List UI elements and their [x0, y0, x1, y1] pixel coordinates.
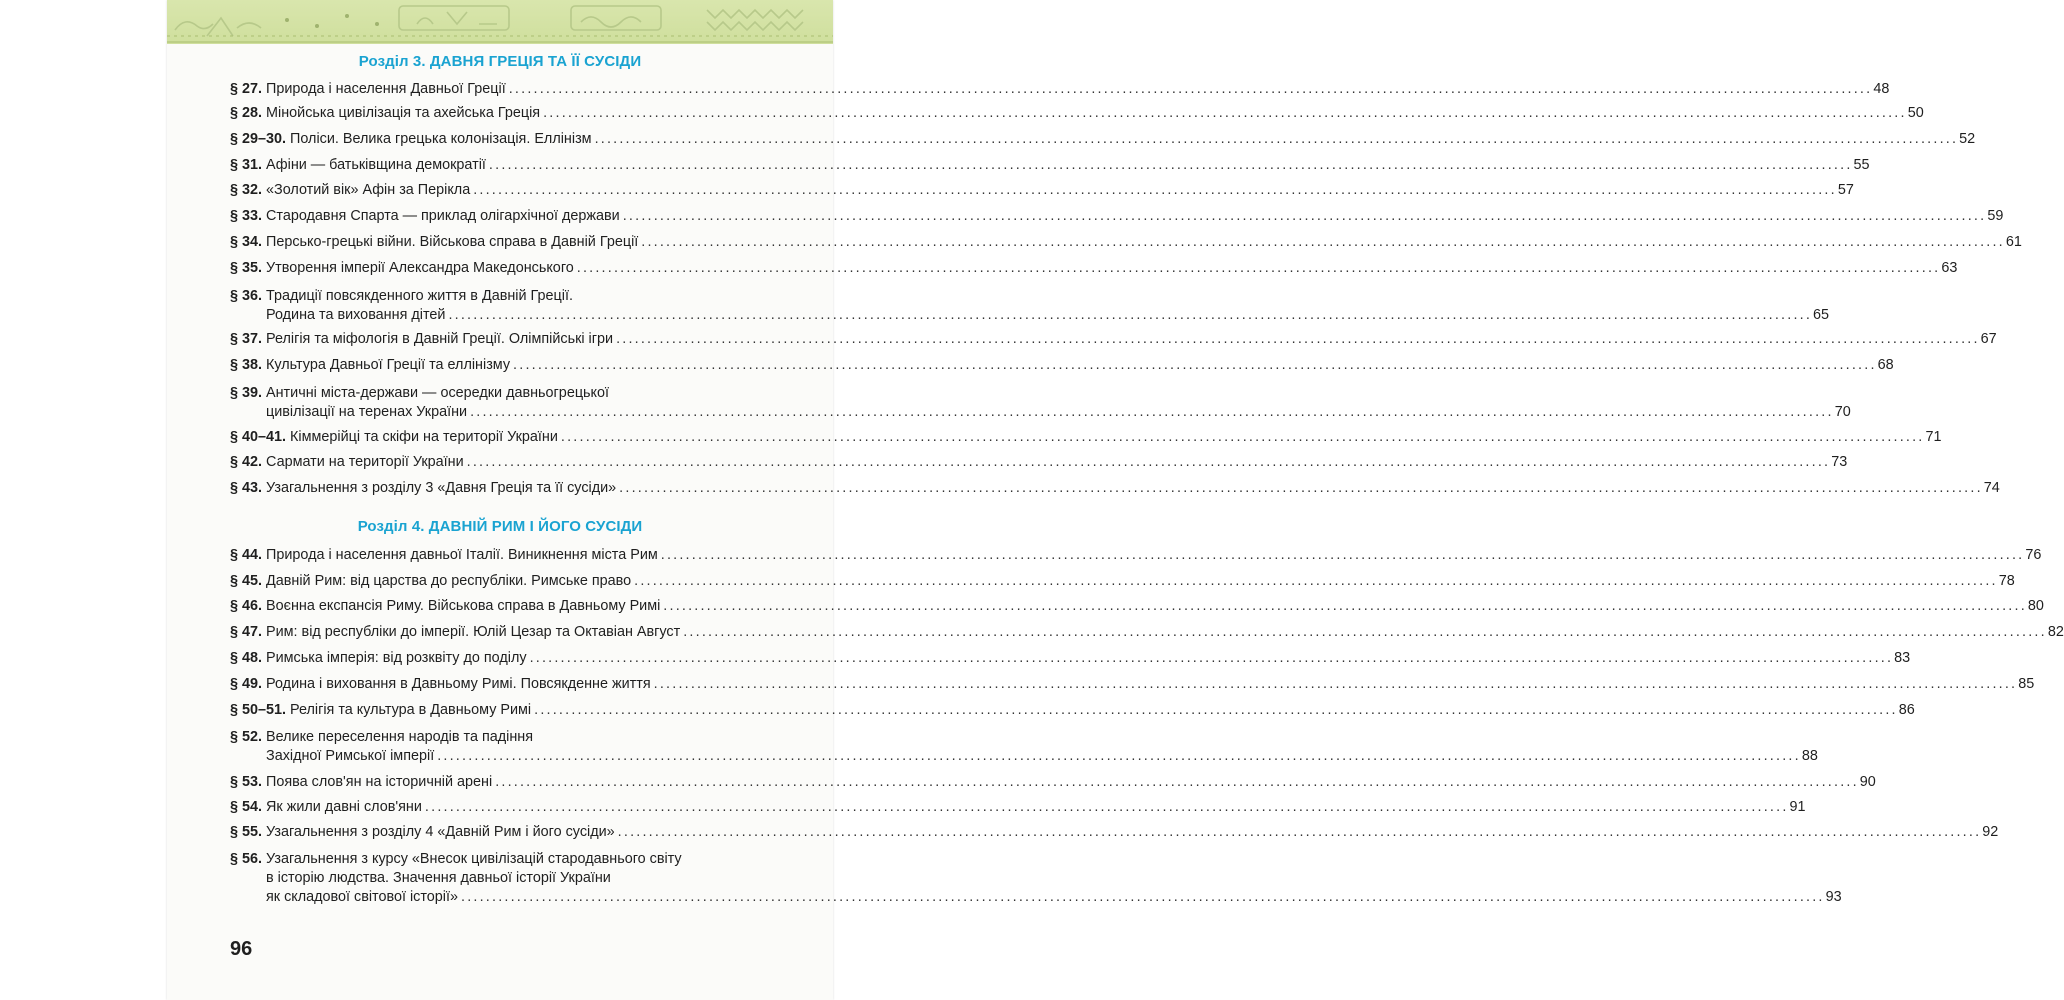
- toc-entry: [230, 104, 1924, 123]
- toc-entry: [230, 181, 1854, 200]
- toc-page-number: 74: [1983, 480, 2000, 496]
- section-4-title: Розділ 4. ДАВНІЙ РИМ І ЙОГО СУСІДИ: [357, 518, 643, 535]
- toc-entry-line: [230, 181, 1854, 200]
- section-number: § 38.: [230, 357, 267, 373]
- toc-page-number: 68: [1877, 357, 1894, 373]
- toc-page-number: 65: [1813, 307, 1830, 323]
- toc-entry-line: [230, 330, 1997, 349]
- toc-page-number: 92: [1982, 824, 1999, 840]
- section-number: § 34.: [230, 234, 267, 250]
- section-number: § 48.: [230, 650, 267, 666]
- leader-dots: ............................................................................................................................................................................................................................: [448, 307, 1813, 323]
- toc-entry-line: [230, 701, 1915, 720]
- toc-entry-line: [230, 773, 1876, 792]
- section-number: § 39.: [230, 385, 267, 401]
- toc-entry-title: Природа і населення Давньої Греції: [266, 81, 506, 97]
- toc-entry-line: [230, 130, 1976, 149]
- toc-page-number: 78: [1998, 573, 2015, 589]
- toc-entry: [230, 259, 1958, 278]
- toc-entry: [230, 233, 2022, 252]
- toc-entry-line: [230, 156, 1870, 175]
- leader-dots: ............................................................................................................................................................................................................................: [634, 573, 1998, 589]
- toc-entry-title: Воєнна експансія Риму. Військова справа в Давньому Римі: [266, 598, 661, 614]
- book-page: [167, 0, 2064, 1000]
- toc-entry: [230, 156, 1870, 175]
- toc-entry-line: [230, 572, 2015, 591]
- toc-entry-title: Сармати на території України: [266, 454, 464, 470]
- leader-dots: ............................................................................................................................................................................................................................: [513, 357, 1877, 373]
- toc-entry-line: [230, 823, 1999, 842]
- toc-entry: [230, 850, 1842, 907]
- toc-entry-title: Рим: від республіки до імперії. Юлій Цезар та Октавіан Август: [266, 624, 681, 640]
- toc-entry-line: [230, 649, 1911, 668]
- toc-entry: [230, 356, 1894, 375]
- toc-page-number: 67: [1980, 331, 1997, 347]
- section-number: § 31.: [230, 157, 267, 173]
- page-number: 96: [230, 938, 253, 960]
- leader-dots: ............................................................................................................................................................................................................................: [560, 429, 1925, 445]
- section-number: § 37.: [230, 331, 267, 347]
- toc-entry-title: Родина та виховання дітей: [266, 307, 446, 323]
- leader-dots: ............................................................................................................................................................................................................................: [466, 454, 1831, 470]
- toc-entry-title: цивілізації на теренах України: [266, 404, 468, 420]
- toc-entry: [230, 384, 1851, 422]
- leader-dots: ............................................................................................................................................................................................................................: [663, 598, 2027, 614]
- toc-entry-title: Афіни — батьківщина демократії: [266, 157, 486, 173]
- toc-entry-title: Велике переселення народів та падіння: [266, 729, 534, 745]
- toc-entry-line: [230, 850, 783, 869]
- leader-dots: ............................................................................................................................................................................................................................: [508, 81, 1873, 97]
- toc-entry-line: [230, 747, 1818, 766]
- leader-dots: ............................................................................................................................................................................................................................: [617, 824, 1982, 840]
- section-number: § 56.: [230, 851, 267, 867]
- toc-page-number: 83: [1894, 650, 1911, 666]
- toc-entry-title: Узагальнення з розділу 4 «Давній Рим і його сусіди»: [266, 824, 615, 840]
- toc-page-number: 91: [1789, 799, 1806, 815]
- section-number: § 32.: [230, 182, 267, 198]
- toc-entry: [230, 728, 1818, 766]
- section-number: § 54.: [230, 799, 267, 815]
- section-number: § 33.: [230, 208, 267, 224]
- toc-entry: [230, 287, 1830, 325]
- leader-dots: ............................................................................................................................................................................................................................: [437, 748, 1801, 764]
- toc-entry-title: в історію людства. Значення давньої історії України: [266, 870, 611, 886]
- toc-entry-title: Культура Давньої Греції та еллінізму: [266, 357, 511, 373]
- section-number: § 36.: [230, 288, 267, 304]
- section-number: § 35.: [230, 260, 267, 276]
- toc-page-number: 71: [1925, 429, 1942, 445]
- toc-entry: [230, 479, 2000, 498]
- toc-entry: [230, 453, 1848, 472]
- section-3-title: Розділ 3. ДАВНЯ ГРЕЦІЯ ТА ЇЇ СУСІДИ: [358, 53, 642, 70]
- leader-dots: ............................................................................................................................................................................................................................: [619, 480, 1983, 496]
- toc-entry-title: «Золотий вік» Афін за Перікла: [266, 182, 471, 198]
- toc-entry: [230, 597, 2044, 616]
- leader-dots: ............................................................................................................................................................................................................................: [461, 889, 1825, 905]
- leader-dots: ............................................................................................................................................................................................................................: [683, 624, 2047, 640]
- toc-entry-line: [230, 80, 1890, 99]
- toc-entry: [230, 572, 2015, 591]
- toc-entry: [230, 701, 1915, 720]
- leader-dots: ............................................................................................................................................................................................................................: [424, 799, 1789, 815]
- toc-entry-title: Мінойська цивілізація та ахейська Греція: [266, 105, 541, 121]
- leader-dots: ............................................................................................................................................................................................................................: [470, 404, 1834, 420]
- leader-dots: ............................................................................................................................................................................................................................: [529, 650, 1894, 666]
- section-number: § 29–30.: [230, 131, 291, 147]
- toc-page-number: 80: [2027, 598, 2044, 614]
- toc-entry-title: Традиції повсякденного життя в Давній Греції.: [266, 288, 573, 304]
- toc-entry: [230, 207, 2004, 226]
- toc-entry-title: Античні міста-держави — осередки давньогрецької: [266, 385, 610, 401]
- toc-entry-line: [230, 403, 1851, 422]
- leader-dots: ............................................................................................................................................................................................................................: [534, 702, 1898, 718]
- leader-dots: ............................................................................................................................................................................................................................: [543, 105, 1907, 121]
- section-number: § 53.: [230, 774, 267, 790]
- toc-page-number: 61: [2005, 234, 2022, 250]
- section-number: § 40–41.: [230, 429, 291, 445]
- leader-dots: ............................................................................................................................................................................................................................: [641, 234, 2005, 250]
- section-number: § 45.: [230, 573, 267, 589]
- toc-entry-title: Поліси. Велика грецька колонізація. Еллінізм: [290, 131, 592, 147]
- leader-dots: ............................................................................................................................................................................................................................: [576, 260, 1941, 276]
- toc-entry: [230, 623, 2064, 642]
- toc-entry-line: [230, 546, 2042, 565]
- toc-entry-title: Релігія та міфологія в Давній Греції. Олімпійські ігри: [266, 331, 614, 347]
- toc-entry-line: [230, 104, 1924, 123]
- toc-page-number: 50: [1907, 105, 1924, 121]
- toc-entry-title: Римська імперія: від розквіту до поділу: [266, 650, 527, 666]
- leader-dots: ............................................................................................................................................................................................................................: [622, 208, 1987, 224]
- toc-page-number: 48: [1873, 81, 1890, 97]
- toc-page-number: 52: [1959, 131, 1976, 147]
- toc-entry-title: Персько-грецькі війни. Військова справа в Давній Греції: [266, 234, 639, 250]
- toc-page-number: 76: [2025, 547, 2042, 563]
- toc-entry-title: Релігія та культура в Давньому Римі: [290, 702, 532, 718]
- toc-entry-line: [230, 233, 2022, 252]
- leader-dots: ............................................................................................................................................................................................................................: [616, 331, 1980, 347]
- ornament-icon: [167, 0, 833, 44]
- section-number: § 50–51.: [230, 702, 291, 718]
- toc-entry-line: [230, 207, 2004, 226]
- leader-dots: ............................................................................................................................................................................................................................: [495, 774, 1859, 790]
- section-number: § 49.: [230, 676, 267, 692]
- toc-entry-title: Поява слов'ян на історичній арені: [266, 774, 493, 790]
- toc-entry-line: [230, 675, 2035, 694]
- section-number: § 44.: [230, 547, 267, 563]
- toc-entry-line: [230, 479, 2000, 498]
- toc-page-number: 59: [1987, 208, 2004, 224]
- toc-entry-line: [230, 798, 1806, 817]
- toc-entry-line: [230, 453, 1848, 472]
- toc-page-number: 55: [1853, 157, 1870, 173]
- section-number: § 43.: [230, 480, 267, 496]
- toc-entry: [230, 546, 2042, 565]
- toc-entry-title: Стародавня Спарта — приклад олігархічної держави: [266, 208, 620, 224]
- section-number: § 55.: [230, 824, 267, 840]
- toc-entry: [230, 798, 1806, 817]
- toc-entry-line: [230, 306, 1830, 325]
- leader-dots: ............................................................................................................................................................................................................................: [660, 547, 2025, 563]
- section-number: § 46.: [230, 598, 267, 614]
- toc-entry-title: Утворення імперії Александра Македонського: [266, 260, 574, 276]
- toc-page-number: 93: [1825, 889, 1842, 905]
- leader-dots: ............................................................................................................................................................................................................................: [488, 157, 1853, 173]
- toc-page-number: 63: [1941, 260, 1958, 276]
- toc-entry-line: [230, 869, 783, 888]
- toc-entry-title: Як жили давні слов'яни: [266, 799, 422, 815]
- toc-entry-line: [230, 384, 783, 403]
- decorative-banner: [167, 0, 833, 44]
- toc-page-number: 70: [1834, 404, 1851, 420]
- toc-entry-line: [230, 888, 1842, 907]
- toc-entry-line: [230, 428, 1942, 447]
- leader-dots: ............................................................................................................................................................................................................................: [594, 131, 1959, 147]
- toc-entry: [230, 428, 1942, 447]
- toc-entry-title: Західної Римської імперії: [266, 748, 435, 764]
- toc-entry-line: [230, 287, 783, 306]
- toc-page-number: 88: [1801, 748, 1818, 764]
- section-number: § 28.: [230, 105, 267, 121]
- toc-entry-title: Узагальнення з розділу 3 «Давня Греція та її сусіди»: [266, 480, 617, 496]
- toc-entry: [230, 649, 1911, 668]
- toc-page-number: 85: [2018, 676, 2035, 692]
- toc-entry-line: [230, 623, 2064, 642]
- toc-entry: [230, 773, 1876, 792]
- toc-entry: [230, 80, 1890, 99]
- toc-entry-title: як складової світової історії»: [266, 889, 459, 905]
- toc-entry-line: [230, 597, 2044, 616]
- toc-entry-title: Природа і населення давньої Італії. Виникнення міста Рим: [266, 547, 658, 563]
- toc-page-number: 73: [1831, 454, 1848, 470]
- section-number: § 52.: [230, 729, 267, 745]
- section-number: § 42.: [230, 454, 267, 470]
- toc-entry-title: Родина і виховання в Давньому Римі. Повсякденне життя: [266, 676, 651, 692]
- toc-entry: [230, 675, 2035, 694]
- toc-page-number: 82: [2047, 624, 2064, 640]
- toc-page-number: 57: [1837, 182, 1854, 198]
- toc-entry-title: Узагальнення з курсу «Внесок цивілізацій стародавнього світу: [266, 851, 682, 867]
- section-number: § 27.: [230, 81, 267, 97]
- toc-entry: [230, 330, 1997, 349]
- toc-entry-line: [230, 259, 1958, 278]
- leader-dots: ............................................................................................................................................................................................................................: [473, 182, 1837, 198]
- toc-entry-line: [230, 728, 783, 747]
- toc-entry-line: [230, 356, 1894, 375]
- section-number: § 47.: [230, 624, 267, 640]
- toc-page-number: 86: [1898, 702, 1915, 718]
- toc-entry: [230, 130, 1976, 149]
- leader-dots: ............................................................................................................................................................................................................................: [653, 676, 2018, 692]
- toc-entry-title: Кіммерійці та скіфи на території України: [290, 429, 558, 445]
- toc-page-number: 90: [1859, 774, 1876, 790]
- toc-entry-title: Давній Рим: від царства до республіки. Римське право: [266, 573, 632, 589]
- toc-entry: [230, 823, 1999, 842]
